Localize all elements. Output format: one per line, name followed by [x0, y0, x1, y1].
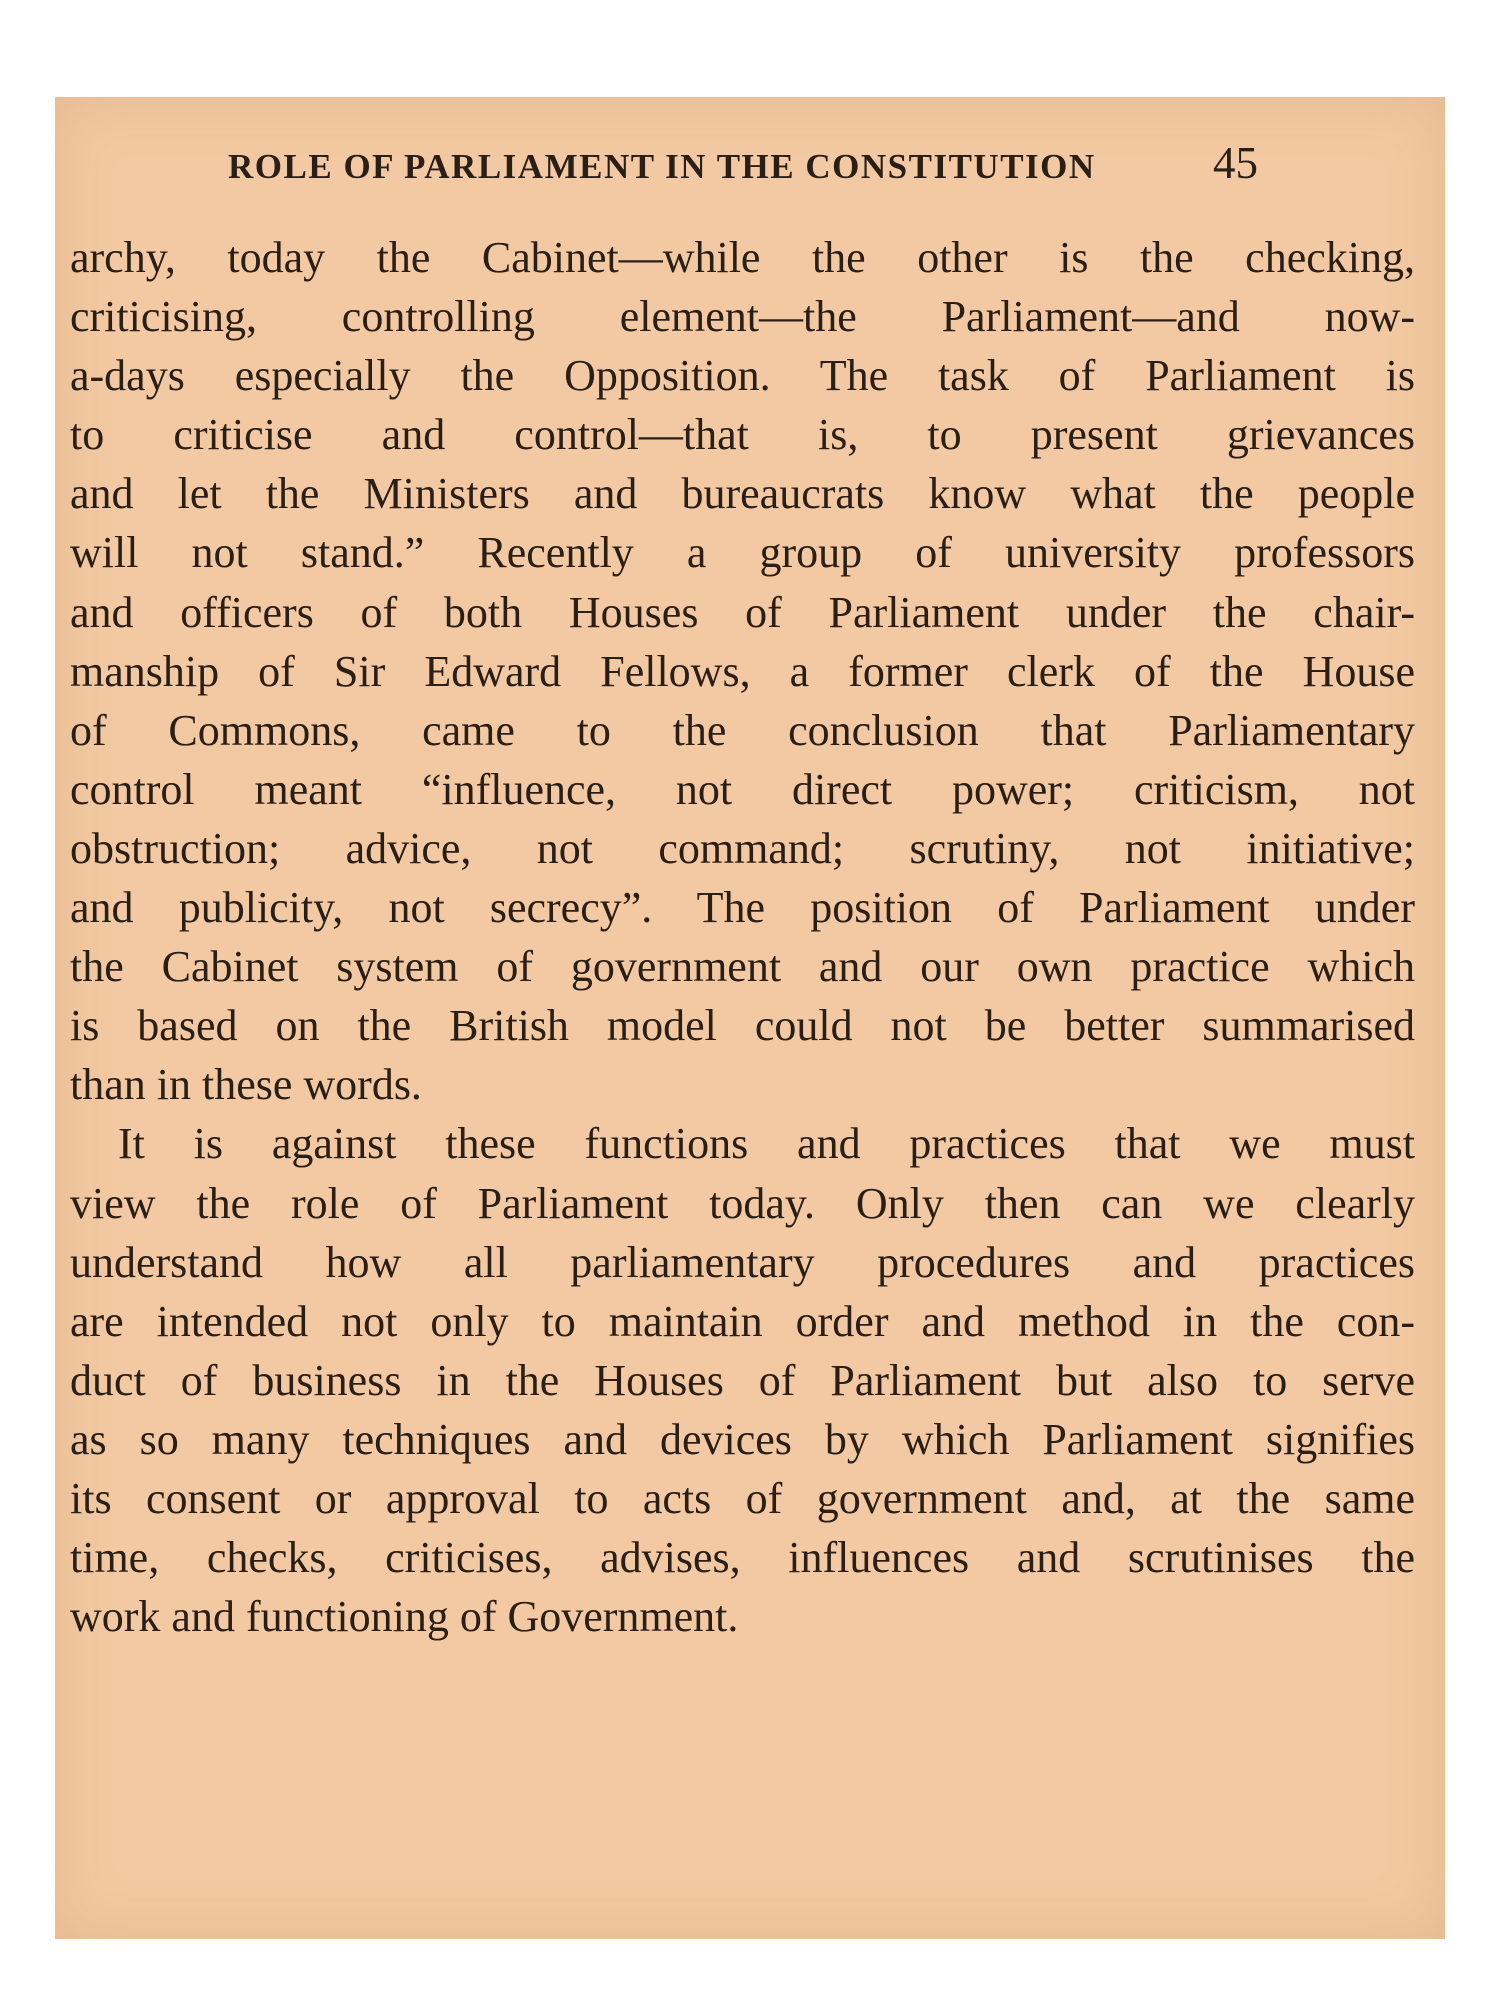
text-line: time, checks, criticises, advises, influences and scrutinises the [70, 1533, 1415, 1583]
text-line: view the role of Parliament today. Only then can we clearly [70, 1178, 1415, 1228]
text-line: work and functioning of Government. [70, 1592, 739, 1642]
text-line: than in these words. [70, 1060, 422, 1110]
text-line: obstruction; advice, not command; scrutiny, not initiative; [70, 823, 1415, 873]
text-line: is based on the British model could not be better summarised [70, 1001, 1415, 1051]
text-line: to criticise and control—that is, to present grievances [70, 410, 1415, 460]
paragraph [70, 1114, 1415, 1646]
text-line: control meant “influence, not direct power; criticism, not [70, 764, 1415, 814]
body-text [70, 228, 1415, 1646]
text-line: will not stand.” Recently a group of university professors [70, 528, 1415, 578]
text-line: manship of Sir Edward Fellows, a former clerk of the House [70, 646, 1415, 696]
text-line: as so many techniques and devices by which Parliament signifies [70, 1414, 1415, 1464]
text-line: archy, today the Cabinet—while the other is the checking, [70, 233, 1415, 282]
text-line: criticising, controlling element—the Parliament—and now- [70, 292, 1415, 342]
running-head: ROLE OF PARLIAMENT IN THE CONSTITUTION [228, 147, 1096, 186]
text-line: of Commons, came to the conclusion that Parliamentary [70, 705, 1415, 755]
text-line: a-days especially the Opposition. The task of Parliament is [70, 351, 1415, 401]
page-header [228, 135, 1258, 195]
text-line: are intended not only to maintain order and method in the con- [70, 1296, 1415, 1346]
text-line: It is against these functions and practices that we must [118, 1119, 1415, 1169]
page-number: 45 [1213, 138, 1258, 188]
text-line: its consent or approval to acts of government and, at the same [70, 1473, 1415, 1523]
text-line: and officers of both Houses of Parliament under the chair- [70, 587, 1415, 637]
text-line: and publicity, not secrecy”. The position of Parliament under [70, 883, 1415, 933]
paragraph [70, 228, 1415, 1114]
text-line: and let the Ministers and bureaucrats know what the people [70, 469, 1415, 519]
text-line: duct of business in the Houses of Parliament but also to serve [70, 1355, 1415, 1405]
text-line: the Cabinet system of government and our own practice which [70, 942, 1415, 992]
text-line: understand how all parliamentary procedures and practices [70, 1237, 1415, 1287]
